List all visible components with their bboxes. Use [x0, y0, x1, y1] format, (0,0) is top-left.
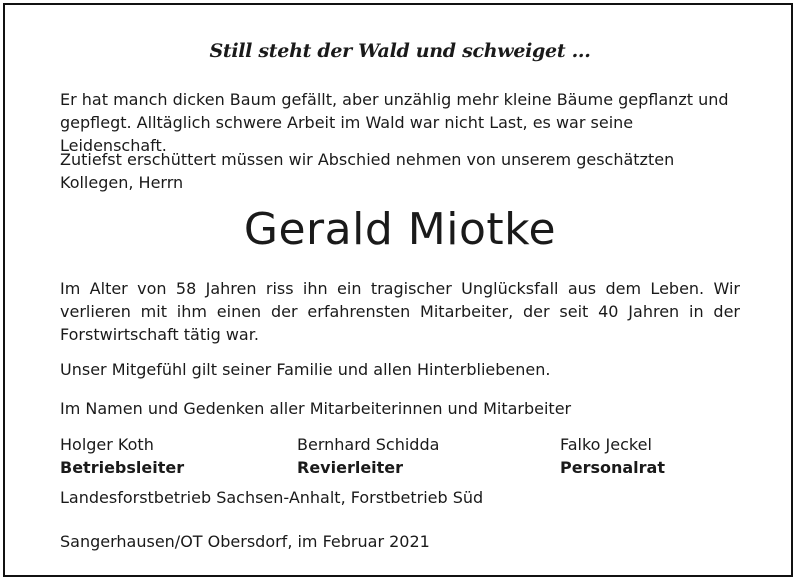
- organization-line: Landesforstbetrieb Sachsen-Anhalt, Forstbetrieb Süd: [60, 488, 484, 507]
- signatory-name: Holger Koth: [60, 435, 154, 454]
- circumstances-paragraph: Im Alter von 58 Jahren riss ihn ein tragischer Unglücksfall aus dem Leben. Wir verlieren mit ihm einen der erfahrensten Mitarbeiter, der seit 40 Jahren in der Forstwirtschaft tätig war.: [60, 279, 740, 344]
- signatory-role: Revierleiter: [297, 458, 404, 477]
- signatory: [60, 433, 184, 479]
- signatory: [297, 433, 439, 479]
- signatory: [560, 433, 665, 479]
- signatory-role: Personalrat: [560, 458, 665, 477]
- signatory-name: Bernhard Schidda: [297, 435, 440, 454]
- sympathy-paragraph: Unser Mitgefühl gilt seiner Familie und allen Hinterbliebenen.: [60, 360, 551, 379]
- place-date-line: Sangerhausen/OT Obersdorf, im Februar 2021: [60, 532, 430, 551]
- motto-heading: Still steht der Wald und schweiget ...: [209, 40, 591, 62]
- deceased-name: Gerald Miotke: [243, 204, 557, 255]
- intro-paragraph: Er hat manch dicken Baum gefällt, aber unzählig mehr kleine Bäume gepflanzt und gepflegt. Alltäglich schwere Arbeit im Wald war nicht Last, es war seine Leidenschaft.: [60, 90, 729, 155]
- signatory-role: Betriebsleiter: [60, 458, 185, 477]
- signatory-name: Falko Jeckel: [560, 435, 652, 454]
- farewell-paragraph: Zutiefst erschüttert müssen wir Abschied nehmen von unserem geschätzten Kollegen, Herrn: [60, 150, 675, 192]
- on-behalf-line: Im Namen und Gedenken aller Mitarbeiterinnen und Mitarbeiter: [60, 399, 572, 418]
